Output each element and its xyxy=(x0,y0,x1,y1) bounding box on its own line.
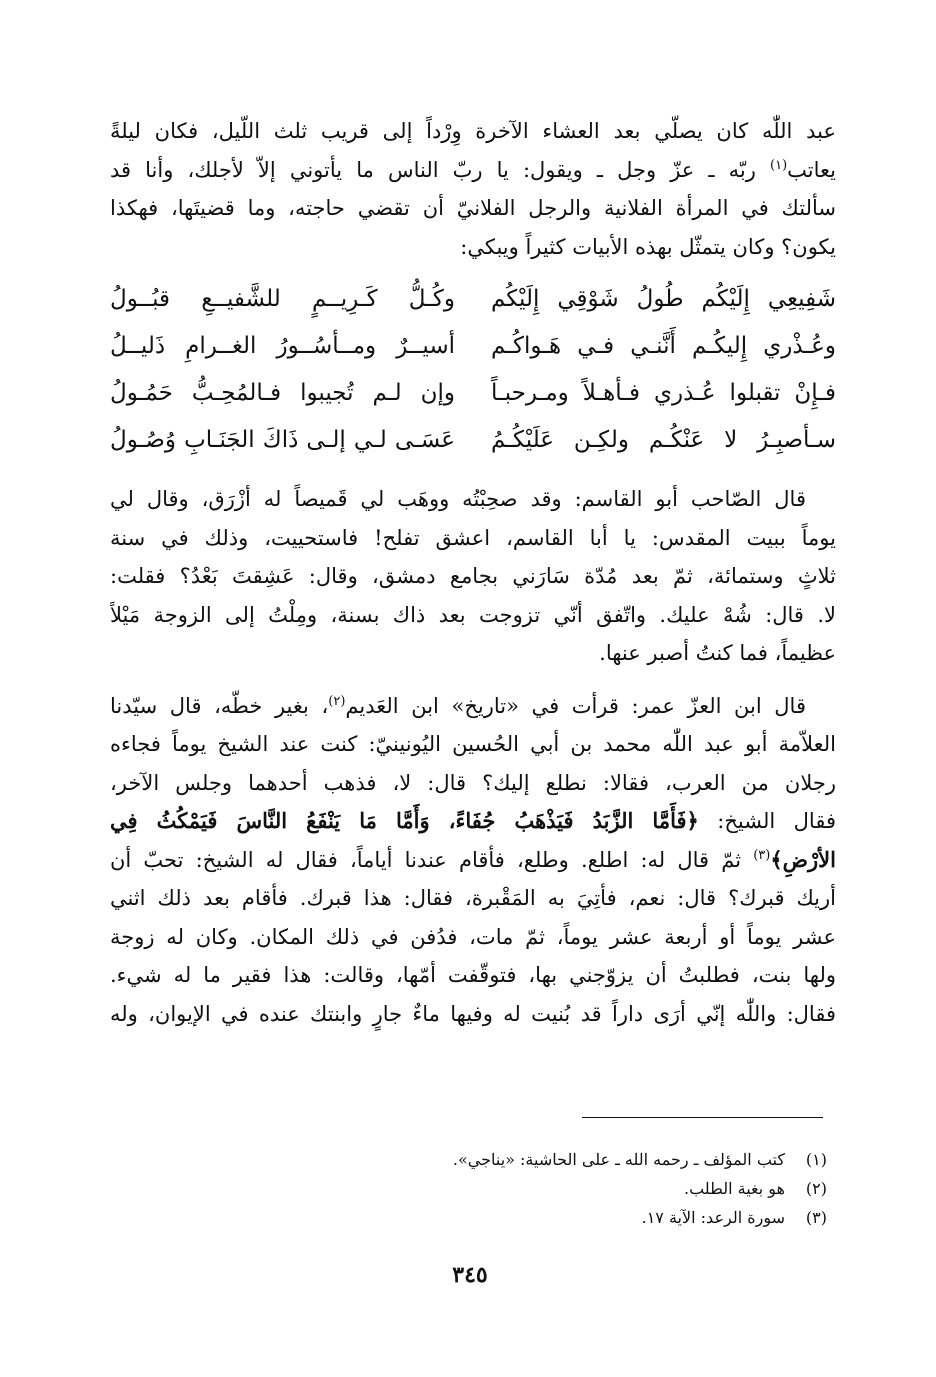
text-line: العلاّمة أبو عبد اللّٰه محمد بن أبي الحُسين اليُونينيّ: كنت عند الشيخ يوماً فجاءه xyxy=(110,732,836,756)
poem xyxy=(110,276,836,464)
text-line: لا. قال: شُهْ عليك. واتّفق أنّي تزوجت بعد ذاك بسنة، ومِلْتُ إلى الزوجة مَيْلاً xyxy=(110,602,836,627)
text-line: أريك قبرك؟ قال: نعم، فأتِيَ به المَقْبرة، فقال: هذا قبرك. فأقام بعد ذلك اثني xyxy=(110,886,836,910)
footnote xyxy=(300,1174,827,1203)
footnote xyxy=(300,1203,827,1232)
verse-second-hemistich: وإن لـم تُجيبوا فـالمُحِـبُّ حَمُـولُ xyxy=(110,380,455,406)
text-line: قال الصّاحب أبو القاسم: وقد صحِبْتُه ووهَب لي قَميصاً له أزْرَق، وقال لي xyxy=(110,487,806,511)
poem-verse xyxy=(110,323,836,370)
footnote-ref-3[interactable]: (٣) xyxy=(753,847,771,863)
poem-verse xyxy=(110,417,836,464)
footnote-ref-2[interactable]: (٢) xyxy=(328,693,346,709)
verse-second-hemistich: وكُـلُّ كَـرِيــمٍ للشَّفيــعِ قبُــولُ xyxy=(110,286,455,312)
text-line xyxy=(110,687,836,726)
paragraph-2 xyxy=(110,480,836,673)
text-fragment: ربّه ـ عزّ وجل ـ ويقول: يا ربّ الناس ما يأتوني إلاّ لأجلك، وأنا قد xyxy=(110,157,756,182)
page-number: ٣٤٥ xyxy=(452,1262,488,1288)
paragraph-1 xyxy=(110,112,836,266)
footnote-text: هو بغية الطلب. xyxy=(684,1179,785,1198)
footnote-number: (١) xyxy=(805,1150,827,1169)
text-line: يكون؟ وكان يتمثّل بهذه الأبيات كثيراً ويبكي: xyxy=(460,234,836,259)
text-fragment: ثمّ قال له: اطلع. وطلع، فأقام عندنا أياماً، فقال له الشيخ: تحبّ أن xyxy=(110,847,754,872)
text-line: فقال: واللّٰه إنّي أرَى داراً قد بُنيت له وفيها ماءٌ جارٍ وابنتك عنده في الإيوان، وله xyxy=(110,1001,836,1026)
text-line xyxy=(110,802,836,841)
text-line: ولها بنت، فطلبتُ أن يزوّجني بها، فتوقّفت أمّها، وقالت: هذا فقير ما له شيء. xyxy=(110,963,836,987)
text-line: عظيماً، فما كنتُ أصبر عنها. xyxy=(599,641,836,665)
footnote-number: (٣) xyxy=(805,1208,827,1227)
text-line: رجلان من العرب، فقالا: نطلع إليك؟ قال: لا، فذهب أحدهما وجلس الآخر، xyxy=(110,770,836,795)
footnote-text: كتب المؤلف ـ رحمه الله ـ على الحاشية: «يناجي». xyxy=(452,1150,785,1169)
footnote-text: سورة الرعد: الآية ١٧. xyxy=(641,1208,785,1227)
text-fragment: فقال الشيخ: xyxy=(698,809,836,833)
footnote xyxy=(300,1145,827,1174)
poem-verse xyxy=(110,370,836,417)
text-fragment: ، بغير خطّه، قال سيّدنا xyxy=(110,693,329,718)
verse-first-hemistich: شَفِيعِي إِلَيْكُم طُولُ شَوْقِي إِلَيْكُم xyxy=(491,286,836,312)
footnote-ref-1[interactable]: (١) xyxy=(770,157,788,173)
text-line: عشر يوماً أو أربعة عشر يوماً، ثمّ مات، فدُفن في ذلك المكان. وكان له زوجة xyxy=(110,924,836,949)
footnote-divider xyxy=(582,1117,823,1118)
poem-verse xyxy=(110,276,836,323)
page-body xyxy=(110,112,836,1033)
verse-first-hemistich: سـأصبِـرُ لا عَنْكُـم ولكِـن عَلَيْكُـمُ xyxy=(491,427,836,453)
text-line xyxy=(110,841,836,880)
quran-verse: ﴿فَأَمَّا الزَّبَدُ فَيَذْهَبُ جُفَاءً، وَأَمَّا مَا يَنْفَعُ النَّاسَ فَيَمْكُثُ فِي xyxy=(110,808,699,833)
quran-verse-end: الأرْضِ﴾ xyxy=(770,846,836,872)
text-line: يوماً ببيت المقدس: يا أبا القاسم، اعشق تفلح! فاستحييت، وذلك في سنة xyxy=(110,525,836,550)
text-line: سألتك في المرأة الفلانية والرجل الفلانيّ أن تقضي حاجته، وما قضيتَها، فهكذا xyxy=(110,196,836,220)
footnote-number: (٢) xyxy=(805,1179,827,1198)
text-line: عبد اللّٰه كان يصلّي بعد العشاء الآخرة وِرْداً إلى قريب ثلث اللّيل، فكان ليلةً xyxy=(110,119,836,143)
verse-second-hemistich: عَسَـى لـي إلـى ذَاكَ الجَنَـابِ وُصُـولُ xyxy=(110,427,455,453)
verse-first-hemistich: وعُـذْري إِليكُـم أَنَّنـي فـي هَـواكُـم xyxy=(491,333,836,359)
text-fragment: قال ابن العزّ عمر: قرأت في «تاريخ» ابن العَديم xyxy=(345,693,806,718)
verse-second-hemistich: أسيــرٌ ومــأسُــورُ الغــرامِ ذَليــلُ xyxy=(110,333,455,359)
verse-first-hemistich: فـإِنْ تقبلوا عُـذري فـأهـلاً ومـرحبـاً xyxy=(491,380,836,406)
text-line xyxy=(110,151,836,190)
text-fragment: يعاتب xyxy=(787,157,836,182)
text-line: ثلاثٍ وستمائة، ثمّ بعد مُدّة سَارَني بجامع دمشق، وقال: عَشِقتَ بَعْدُ؟ فقلت: xyxy=(110,564,836,588)
footnotes xyxy=(300,1145,827,1232)
paragraph-3 xyxy=(110,687,836,1034)
